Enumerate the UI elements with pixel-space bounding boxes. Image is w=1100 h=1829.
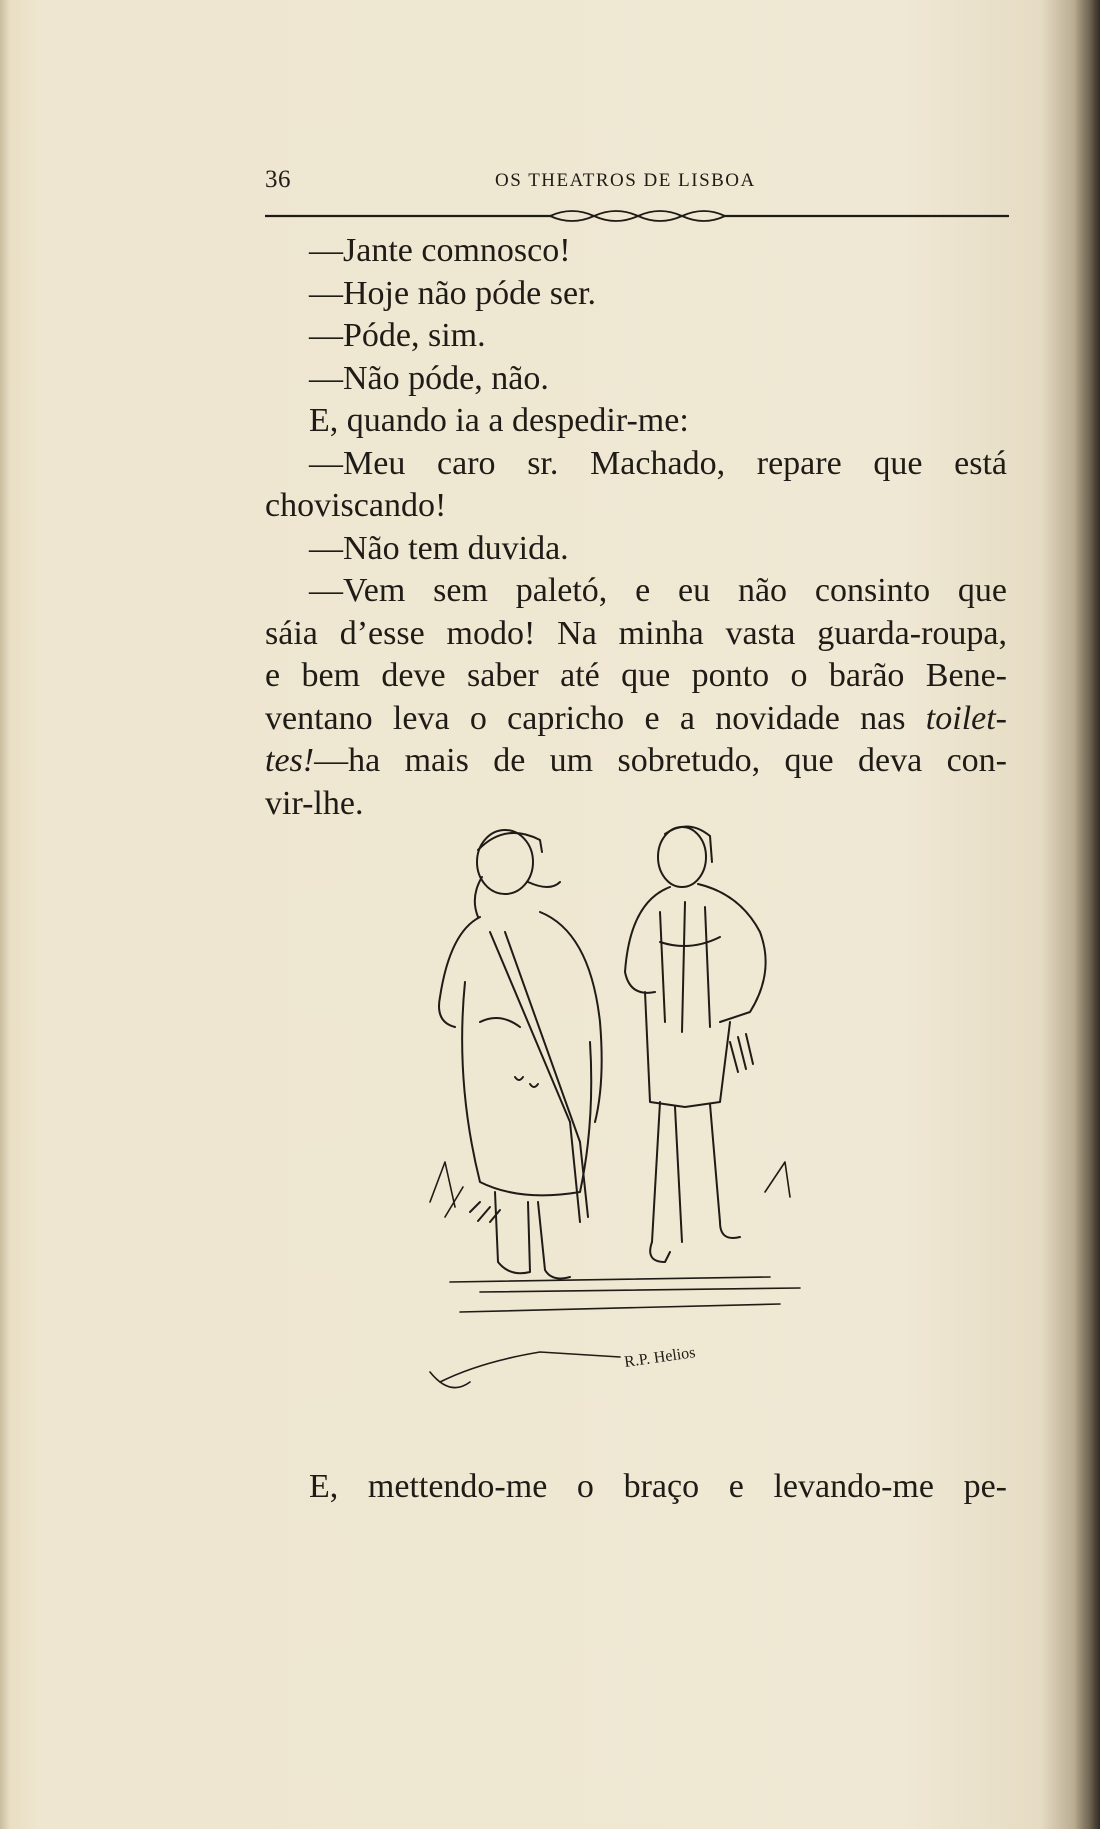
italic-word: tes!: [265, 742, 315, 779]
text-line: —Póde, sim.: [309, 317, 486, 354]
illustration-signature: R.P. Helios: [623, 1344, 697, 1371]
text-line: —Meu caro sr. Machado, repare que está: [309, 444, 1007, 482]
ornamental-rule: [265, 205, 1009, 227]
final-text-line: E, mettendo-me o braço e levando-me pe-: [309, 1468, 1007, 1505]
text-line: choviscando!: [265, 487, 447, 524]
page-header: [265, 166, 1007, 196]
text-line: vir-lhe.: [265, 784, 364, 822]
text-line: —Vem sem paletó, e eu não consinto que: [309, 572, 1007, 609]
text-line: E, quando ia a despedir-me:: [309, 402, 689, 439]
text-line: e bem deve saber até que ponto o barão Bene-: [265, 657, 1007, 694]
jacket-figure: [625, 826, 766, 1262]
ground-hatching: [430, 1162, 800, 1388]
text-line: —Não póde, não.: [309, 359, 549, 397]
text-line: sáia d’esse modo! Na minha vasta guarda-roupa,: [265, 614, 1007, 652]
page-left-edge: [0, 0, 10, 1829]
text-line: [265, 740, 1007, 783]
robed-figure: [439, 830, 602, 1278]
text-line: —Jante comnosco!: [309, 232, 571, 269]
text-line: —Hoje não póde ser.: [309, 274, 597, 312]
running-title: OS THEATROS DE LISBOA: [495, 170, 756, 191]
body-text: [265, 230, 1007, 825]
page-number: 36: [265, 166, 291, 193]
text-line: [265, 698, 1007, 741]
engraving-illustration: [420, 822, 840, 1420]
text-span: ventano leva o capricho e a novidade nas: [265, 699, 926, 737]
text-span: —ha mais de um sobretudo, que deva con-: [314, 742, 1007, 779]
italic-word: toilet-: [925, 699, 1007, 737]
text-line: —Não tem duvida.: [309, 529, 569, 567]
page-gutter-shadow: [1074, 0, 1100, 1829]
